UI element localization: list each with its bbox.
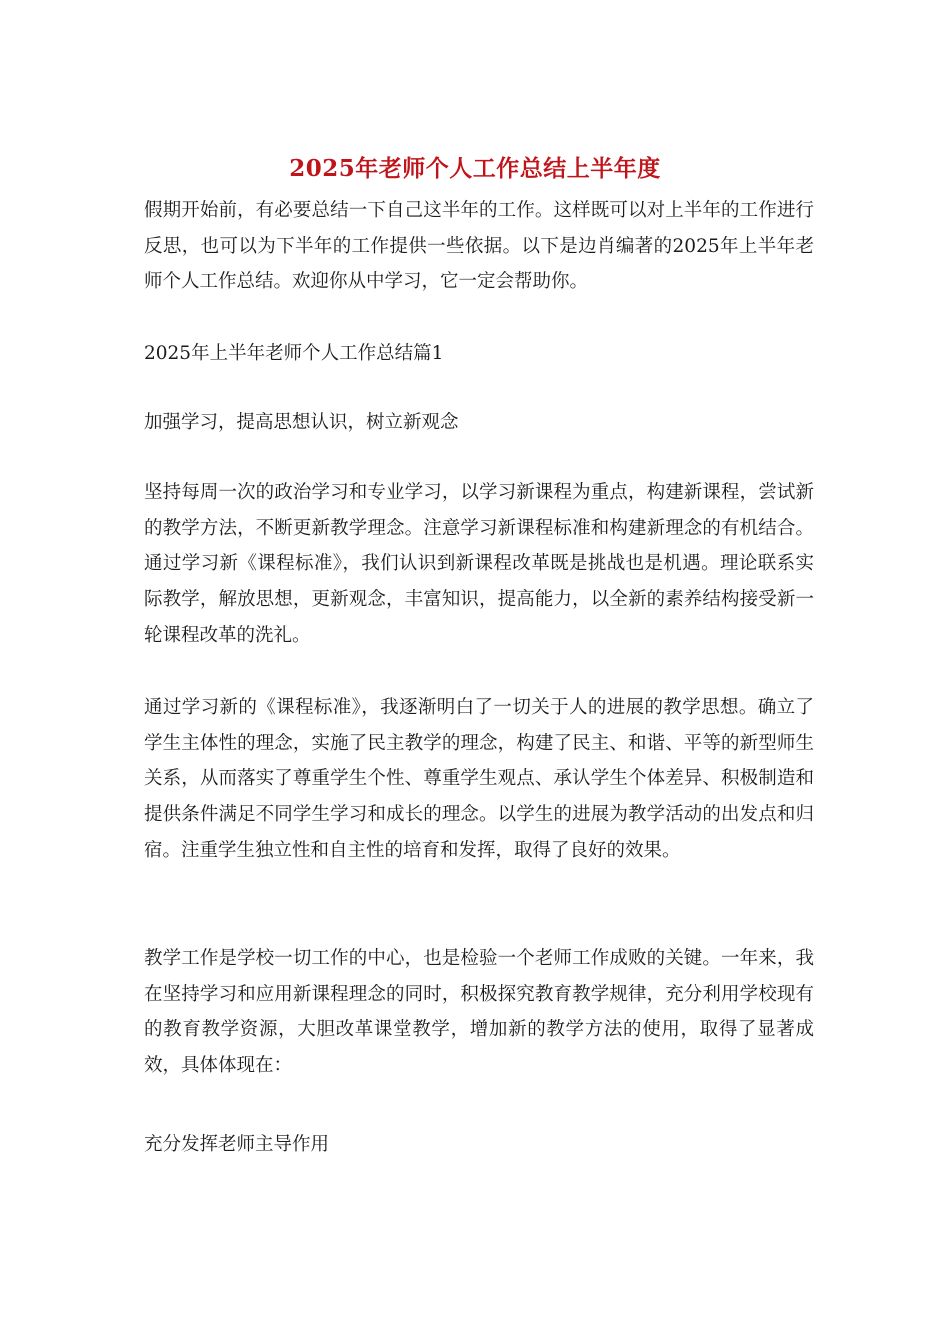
subheading-strengthen-learning: 加强学习，提高思想认识，树立新观念 <box>144 412 459 433</box>
subheading-teacher-role: 充分发挥老师主导作用 <box>144 1134 330 1155</box>
body-paragraph-1: 坚持每周一次的政治学习和专业学习，以学习新课程为重点，构建新课程，尝试新的教学方法，不断更新教学理念。注意学习新课程标准和构建新理念的有机结合。通过学习新《课程标准》，我们认识到新课程改革既是挑战也是机遇。理论联系实际教学，解放思想，更新观念，丰富知识，提高能力，以全新的素养结构接受新一轮课程改革的洗礼。 <box>144 482 814 646</box>
intro-paragraph: 假期开始前，有必要总结一下自己这半年的工作。这样既可以对上半年的工作进行反思，也可以为下半年的工作提供一些依据。以下是边肖编著的2025年上半年老师个人工作总结。欢迎你从中学习，它一定会帮助你。 <box>144 200 814 293</box>
document-title: 2025年老师个人工作总结上半年度 <box>289 155 661 182</box>
body-paragraph-2: 通过学习新的《课程标准》，我逐渐明白了一切关于人的进展的教学思想。确立了学生主体性的理念，实施了民主教学的理念，构建了民主、和谐、平等的新型师生关系，从而落实了尊重学生个性、尊重学生观点、承认学生个体差异、积极制造和提供条件满足不同学生学习和成长的理念。以学生的进展为教学活动的出发点和归宿。注重学生独立性和自主性的培育和发挥，取得了良好的效果。 <box>144 697 814 861</box>
body-paragraph-3: 教学工作是学校一切工作的中心，也是检验一个老师工作成败的关键。一年来，我在坚持学习和应用新课程理念的同时，积极探究教育教学规律，充分利用学校现有的教育教学资源，大胆改革课堂教学，增加新的教学方法的使用，取得了显著成效，具体体现在： <box>144 948 814 1077</box>
section-heading: 2025年上半年老师个人工作总结篇1 <box>144 343 444 364</box>
